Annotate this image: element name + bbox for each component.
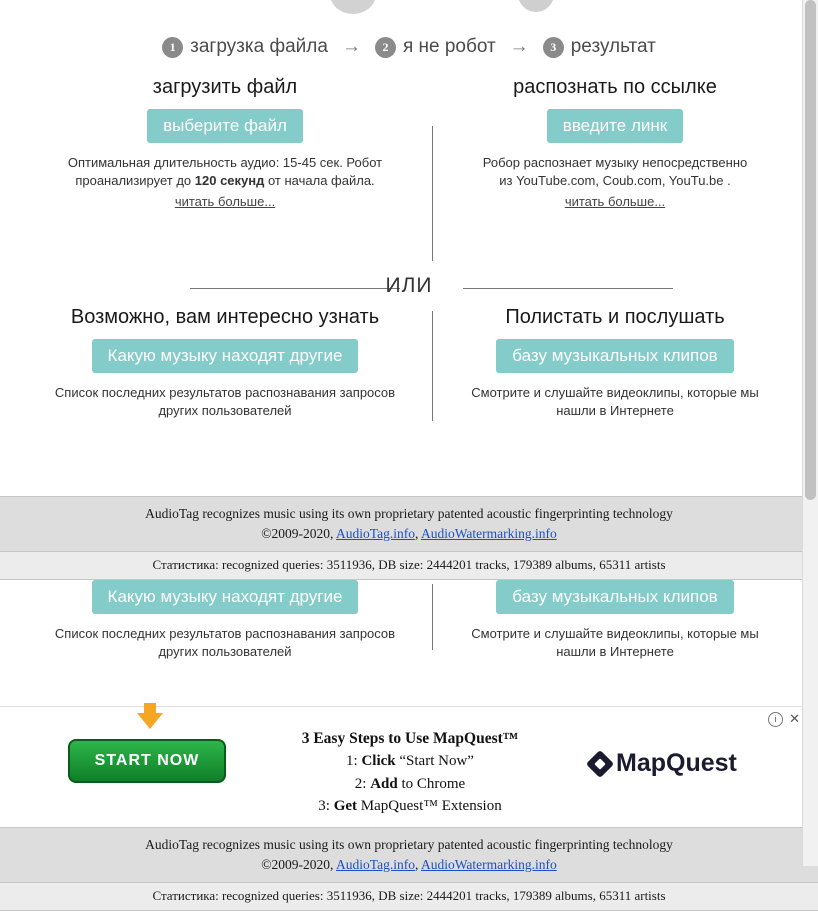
link-read-more-link[interactable]: читать больше... <box>564 194 666 210</box>
banner-blob-left <box>330 0 376 14</box>
footer-tagline-2: AudioTag recognizes music using its own proprietary patented acoustic fingerprinting technology <box>145 837 673 853</box>
others-description <box>40 384 410 419</box>
duplicate-music-clips-db-button[interactable]: базу музыкальных клипов <box>496 580 733 614</box>
footer-stats-1: Статистика: recognized queries: 3511936, DB size: 2444201 tracks, 179389 albums, 65311 artists <box>0 552 818 580</box>
footer-link-audiowatermarking-2[interactable]: AudioWatermarking.info <box>420 856 557 872</box>
mapquest-wordmark: MapQuest <box>616 749 737 778</box>
upload-desc-line1: Оптимальная длительность аудио: 15-45 сек. Робот <box>67 155 383 170</box>
link-desc-line1: Робор распознает музыку непосредственно <box>482 155 748 170</box>
footer-credits-2 <box>0 827 818 883</box>
ad-headline: 3 Easy Steps to Use MapQuest™ <box>301 730 519 748</box>
mapquest-diamond-icon <box>586 749 614 777</box>
steps-bar <box>0 18 818 66</box>
footer-sep-2: , <box>414 856 421 872</box>
footer-link-audiotag-2[interactable]: AudioTag.info <box>336 856 415 872</box>
footer-sep-1: , <box>414 525 421 541</box>
others-title: Возможно, вам интересно узнать <box>70 306 380 328</box>
step-arrow-icon-2: → <box>509 36 529 57</box>
duplicate-others-description <box>40 625 410 660</box>
step-3-label: результат <box>570 36 656 57</box>
ad-step-3-verb: Get <box>333 798 358 815</box>
others-music-button[interactable]: Какую музыку находят другие <box>92 339 359 373</box>
ad-step-2-verb: Add <box>370 775 398 792</box>
link-description <box>430 154 800 211</box>
ad-step-1-num: 1: <box>346 753 362 770</box>
advertisement-banner[interactable] <box>0 706 818 827</box>
section-recognize-by-link <box>430 76 800 211</box>
step-3 <box>543 36 656 58</box>
ad-step-1-rest: “Start Now” <box>395 753 474 770</box>
top-banner-remnant <box>0 0 818 18</box>
footer-copyright-row-1 <box>0 524 818 544</box>
main-content <box>0 66 818 496</box>
clips-description <box>430 384 800 419</box>
link-desc-line2: из YouTube.com, Coub.com, YouTu.be . <box>499 172 731 188</box>
ad-inner <box>10 707 808 815</box>
others-desc-line1: Список последних результатов распознавания запросов <box>54 385 396 400</box>
step-1-number: 1 <box>162 37 183 58</box>
close-icon[interactable]: ✕ <box>789 711 800 727</box>
others-desc-line2: других пользователей <box>158 402 292 418</box>
clips-title: Полистать и послушать <box>505 306 725 328</box>
footer-credits-1 <box>0 496 818 552</box>
ad-step-2-num: 2: <box>354 775 371 792</box>
ad-step-2 <box>260 773 560 796</box>
duplicate-clips-desc-line2: нашли в Интернете <box>556 643 674 659</box>
duplicate-section-artifact <box>0 580 818 700</box>
ad-step-1-verb: Click <box>361 753 396 770</box>
step-1-label: загрузка файла <box>190 36 328 57</box>
footer-tagline-1: AudioTag recognizes music using its own proprietary patented acoustic fingerprinting technology <box>145 506 673 521</box>
duplicate-others-desc-line1: Список последних результатов распознавания запросов <box>54 626 396 642</box>
clips-desc-line1: Смотрите и слушайте видеоклипы, которые мы <box>471 385 759 400</box>
upload-description <box>40 154 410 211</box>
vertical-scrollbar[interactable] <box>802 0 818 866</box>
step-2-number: 2 <box>375 37 396 58</box>
music-clips-db-button[interactable]: базу музыкальных клипов <box>496 339 733 373</box>
footer-copyright-row-2 <box>0 855 818 875</box>
upload-read-more-link[interactable]: читать больше... <box>174 194 276 210</box>
ad-step-1 <box>260 750 560 773</box>
section-what-others-find <box>40 306 410 419</box>
link-title: распознать по ссылке <box>513 76 717 98</box>
ad-step-3-num: 3: <box>318 798 334 815</box>
section-upload-file <box>40 76 410 211</box>
upload-desc-bold: 120 секунд <box>194 172 265 188</box>
duplicate-clips-desc-line1: Смотрите и слушайте видеоклипы, которые мы <box>471 626 759 642</box>
footer-copyright-1: ©2009-2020, <box>261 525 337 541</box>
step-1 <box>162 36 328 58</box>
duplicate-clips-description <box>430 625 800 660</box>
duplicate-others-music-button[interactable]: Какую музыку находят другие <box>92 580 359 614</box>
upload-desc-line2-pre: проанализирует до <box>75 172 195 188</box>
duplicate-section-clips <box>430 580 800 660</box>
ad-controls <box>768 711 800 727</box>
adchoices-info-icon[interactable]: i <box>768 712 783 727</box>
upload-title: загрузить файл <box>152 76 298 98</box>
duplicate-section-others <box>40 580 410 660</box>
duplicate-others-desc-line2: других пользователей <box>158 643 292 659</box>
step-2 <box>375 36 496 58</box>
step-arrow-icon-1: → <box>341 36 361 57</box>
ad-start-now-button[interactable]: START NOW <box>68 739 226 783</box>
upload-desc-line2-post: от начала файла. <box>264 172 375 188</box>
step-3-number: 3 <box>543 37 564 58</box>
mapquest-logo <box>590 749 737 778</box>
footer-link-audiowatermarking-1[interactable]: AudioWatermarking.info <box>420 525 557 541</box>
section-browse-clips <box>430 306 800 419</box>
down-arrow-icon <box>137 713 163 729</box>
ad-step-3-rest: MapQuest™ Extension <box>357 798 502 815</box>
footer-stats-2: Статистика: recognized queries: 3511936, DB size: 2444201 tracks, 179389 albums, 65311 artists <box>0 883 818 911</box>
ad-step-3 <box>260 795 560 818</box>
ad-copy <box>260 727 560 818</box>
ad-step-2-rest: to Chrome <box>397 775 466 792</box>
step-2-label: я не робот <box>402 36 496 57</box>
or-label: ИЛИ <box>385 274 433 297</box>
enter-link-button[interactable]: введите линк <box>547 109 683 143</box>
scrollbar-thumb[interactable] <box>805 0 816 500</box>
footer-copyright-2: ©2009-2020, <box>261 856 337 872</box>
banner-blob-right <box>518 0 554 12</box>
choose-file-button[interactable]: выберите файл <box>147 109 303 143</box>
clips-desc-line2: нашли в Интернете <box>556 402 674 418</box>
footer-link-audiotag-1[interactable]: AudioTag.info <box>336 525 415 541</box>
